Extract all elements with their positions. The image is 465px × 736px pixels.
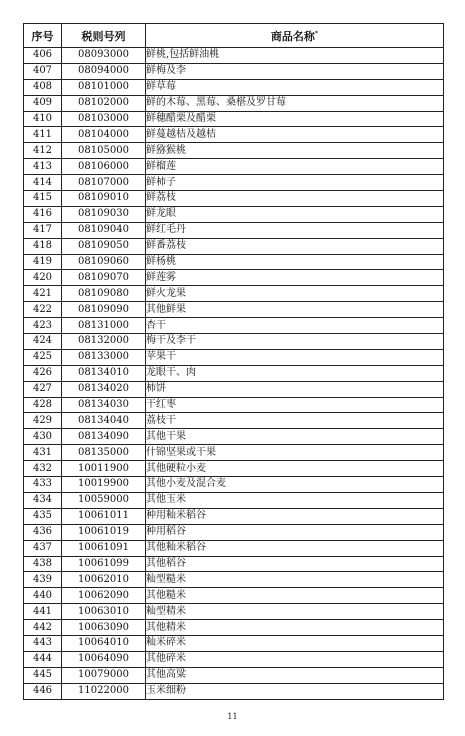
table-row	[24, 254, 444, 270]
row-tariff-code: 08105000	[62, 143, 146, 159]
table-row	[24, 620, 444, 636]
row-index: 415	[24, 191, 62, 207]
row-tariff-code: 10063010	[62, 604, 146, 620]
table-row	[24, 191, 444, 207]
table-row	[24, 413, 444, 429]
row-tariff-code: 08134010	[62, 365, 146, 381]
table-row	[24, 604, 444, 620]
table-row	[24, 572, 444, 588]
row-tariff-code: 10061099	[62, 556, 146, 572]
table-row	[24, 95, 444, 111]
table-row	[24, 159, 444, 175]
row-product-name: 荔枝干	[146, 413, 444, 429]
table-row	[24, 143, 444, 159]
row-index: 424	[24, 334, 62, 350]
row-tariff-code: 08134020	[62, 381, 146, 397]
row-product-name: 籼型糙米	[146, 572, 444, 588]
table-row	[24, 429, 444, 445]
row-index: 408	[24, 79, 62, 95]
row-index: 423	[24, 318, 62, 334]
row-index: 409	[24, 95, 62, 111]
table-row	[24, 477, 444, 493]
row-product-name: 鲜红毛丹	[146, 222, 444, 238]
row-product-name: 鲜穗醋栗及醋栗	[146, 111, 444, 127]
row-tariff-code: 10062090	[62, 588, 146, 604]
table-row	[24, 365, 444, 381]
row-tariff-code: 08106000	[62, 159, 146, 175]
row-index: 420	[24, 270, 62, 286]
row-product-name: 其他鲜果	[146, 302, 444, 318]
row-product-name: 其他糙米	[146, 588, 444, 604]
row-index: 406	[24, 48, 62, 64]
tariff-table	[23, 23, 444, 700]
row-product-name: 其他籼米稻谷	[146, 540, 444, 556]
row-product-name: 种用稻谷	[146, 524, 444, 540]
row-tariff-code: 08109060	[62, 254, 146, 270]
row-product-name: 鲜荔枝	[146, 191, 444, 207]
table-row	[24, 588, 444, 604]
row-tariff-code: 10059000	[62, 492, 146, 508]
row-index: 432	[24, 461, 62, 477]
table-row	[24, 270, 444, 286]
row-index: 443	[24, 635, 62, 651]
row-tariff-code: 08107000	[62, 175, 146, 191]
row-product-name: 其他小麦及混合麦	[146, 477, 444, 493]
row-product-name: 鲜猕猴桃	[146, 143, 444, 159]
table-row	[24, 397, 444, 413]
row-index: 435	[24, 508, 62, 524]
row-tariff-code: 10064010	[62, 635, 146, 651]
row-index: 416	[24, 206, 62, 222]
row-product-name: 鲜梅及李	[146, 63, 444, 79]
row-index: 442	[24, 620, 62, 636]
table-row	[24, 206, 444, 222]
row-product-name: 鲜火龙果	[146, 286, 444, 302]
row-index: 421	[24, 286, 62, 302]
row-product-name: 鲜莲雾	[146, 270, 444, 286]
row-product-name: 杏干	[146, 318, 444, 334]
row-product-name: 鲜草莓	[146, 79, 444, 95]
row-tariff-code: 08133000	[62, 349, 146, 365]
row-index: 414	[24, 175, 62, 191]
row-tariff-code: 10061019	[62, 524, 146, 540]
row-product-name: 干红枣	[146, 397, 444, 413]
row-index: 445	[24, 667, 62, 683]
row-index: 433	[24, 477, 62, 493]
row-tariff-code: 08094000	[62, 63, 146, 79]
row-product-name: 梅干及李干	[146, 334, 444, 350]
table-row	[24, 48, 444, 64]
row-index: 437	[24, 540, 62, 556]
row-product-name: 鲜柿子	[146, 175, 444, 191]
row-tariff-code: 08104000	[62, 127, 146, 143]
table-row	[24, 540, 444, 556]
row-tariff-code: 08132000	[62, 334, 146, 350]
row-index: 446	[24, 683, 62, 699]
row-index: 426	[24, 365, 62, 381]
table-row	[24, 111, 444, 127]
row-tariff-code: 10064090	[62, 651, 146, 667]
row-index: 439	[24, 572, 62, 588]
row-product-name: 其他稻谷	[146, 556, 444, 572]
row-tariff-code: 10061011	[62, 508, 146, 524]
row-index: 431	[24, 445, 62, 461]
row-index: 434	[24, 492, 62, 508]
row-product-name: 什锦坚果或干果	[146, 445, 444, 461]
row-index: 428	[24, 397, 62, 413]
row-tariff-code: 08134030	[62, 397, 146, 413]
header-code: 税则号列	[62, 24, 146, 48]
table-row	[24, 175, 444, 191]
row-tariff-code: 08109070	[62, 270, 146, 286]
table-header-row	[24, 24, 444, 48]
row-tariff-code: 08134090	[62, 429, 146, 445]
table-row	[24, 334, 444, 350]
table-row	[24, 461, 444, 477]
table-row	[24, 524, 444, 540]
table-row	[24, 127, 444, 143]
table-row	[24, 651, 444, 667]
row-tariff-code: 10011900	[62, 461, 146, 477]
row-tariff-code: 08101000	[62, 79, 146, 95]
row-product-name: 龙眼干、肉	[146, 365, 444, 381]
table-row	[24, 238, 444, 254]
row-product-name: 柿饼	[146, 381, 444, 397]
row-product-name: 其他高粱	[146, 667, 444, 683]
row-tariff-code: 10062010	[62, 572, 146, 588]
table-row	[24, 556, 444, 572]
page-number: 11	[227, 712, 238, 721]
table-row	[24, 349, 444, 365]
row-index: 444	[24, 651, 62, 667]
table-row	[24, 635, 444, 651]
row-tariff-code: 08109080	[62, 286, 146, 302]
table-row	[24, 63, 444, 79]
table-row	[24, 318, 444, 334]
row-tariff-code: 08134040	[62, 413, 146, 429]
row-tariff-code: 08102000	[62, 95, 146, 111]
row-index: 438	[24, 556, 62, 572]
header-name	[146, 24, 444, 48]
row-product-name: 鲜杨桃	[146, 254, 444, 270]
row-index: 422	[24, 302, 62, 318]
row-index: 441	[24, 604, 62, 620]
row-index: 417	[24, 222, 62, 238]
row-product-name: 种用籼米稻谷	[146, 508, 444, 524]
row-tariff-code: 08109030	[62, 206, 146, 222]
row-product-name: 籼米碎米	[146, 635, 444, 651]
row-index: 411	[24, 127, 62, 143]
row-index: 425	[24, 349, 62, 365]
table-row	[24, 683, 444, 699]
table-row	[24, 381, 444, 397]
row-product-name: 其他干果	[146, 429, 444, 445]
row-index: 407	[24, 63, 62, 79]
table-row	[24, 667, 444, 683]
row-product-name: 鲜的木莓、黑莓、桑椹及罗甘莓	[146, 95, 444, 111]
row-index: 427	[24, 381, 62, 397]
row-index: 419	[24, 254, 62, 270]
row-tariff-code: 08093000	[62, 48, 146, 64]
row-index: 436	[24, 524, 62, 540]
row-tariff-code: 10079000	[62, 667, 146, 683]
table-row	[24, 492, 444, 508]
row-tariff-code: 08109010	[62, 191, 146, 207]
row-product-name: 其他碎米	[146, 651, 444, 667]
row-product-name: 其他硬粒小麦	[146, 461, 444, 477]
row-index: 429	[24, 413, 62, 429]
row-product-name: 其他玉米	[146, 492, 444, 508]
table-row	[24, 508, 444, 524]
row-tariff-code: 08135000	[62, 445, 146, 461]
table-row	[24, 222, 444, 238]
table-row	[24, 302, 444, 318]
row-tariff-code: 08131000	[62, 318, 146, 334]
row-index: 418	[24, 238, 62, 254]
row-tariff-code: 11022000	[62, 683, 146, 699]
row-index: 430	[24, 429, 62, 445]
table-row	[24, 79, 444, 95]
row-index: 440	[24, 588, 62, 604]
row-product-name: 籼型精米	[146, 604, 444, 620]
row-product-name: 鲜榴莲	[146, 159, 444, 175]
row-tariff-code: 08109050	[62, 238, 146, 254]
row-index: 412	[24, 143, 62, 159]
row-tariff-code: 10019900	[62, 477, 146, 493]
row-tariff-code: 10063090	[62, 620, 146, 636]
row-tariff-code: 10061091	[62, 540, 146, 556]
table-row	[24, 286, 444, 302]
header-name-footnote-mark: *	[314, 29, 319, 37]
row-tariff-code: 08109040	[62, 222, 146, 238]
header-index: 序号	[24, 24, 62, 48]
row-product-name: 鲜桃,包括鲜油桃	[146, 48, 444, 64]
table-body	[24, 48, 444, 700]
row-index: 410	[24, 111, 62, 127]
row-product-name: 鲜蔓越桔及越桔	[146, 127, 444, 143]
row-product-name: 玉米细粉	[146, 683, 444, 699]
row-product-name: 鲜番荔枝	[146, 238, 444, 254]
header-name-text: 商品名称	[270, 29, 315, 43]
row-tariff-code: 08103000	[62, 111, 146, 127]
table-row	[24, 445, 444, 461]
row-index: 413	[24, 159, 62, 175]
row-product-name: 苹果干	[146, 349, 444, 365]
row-product-name: 鲜龙眼	[146, 206, 444, 222]
row-tariff-code: 08109090	[62, 302, 146, 318]
row-product-name: 其他精米	[146, 620, 444, 636]
